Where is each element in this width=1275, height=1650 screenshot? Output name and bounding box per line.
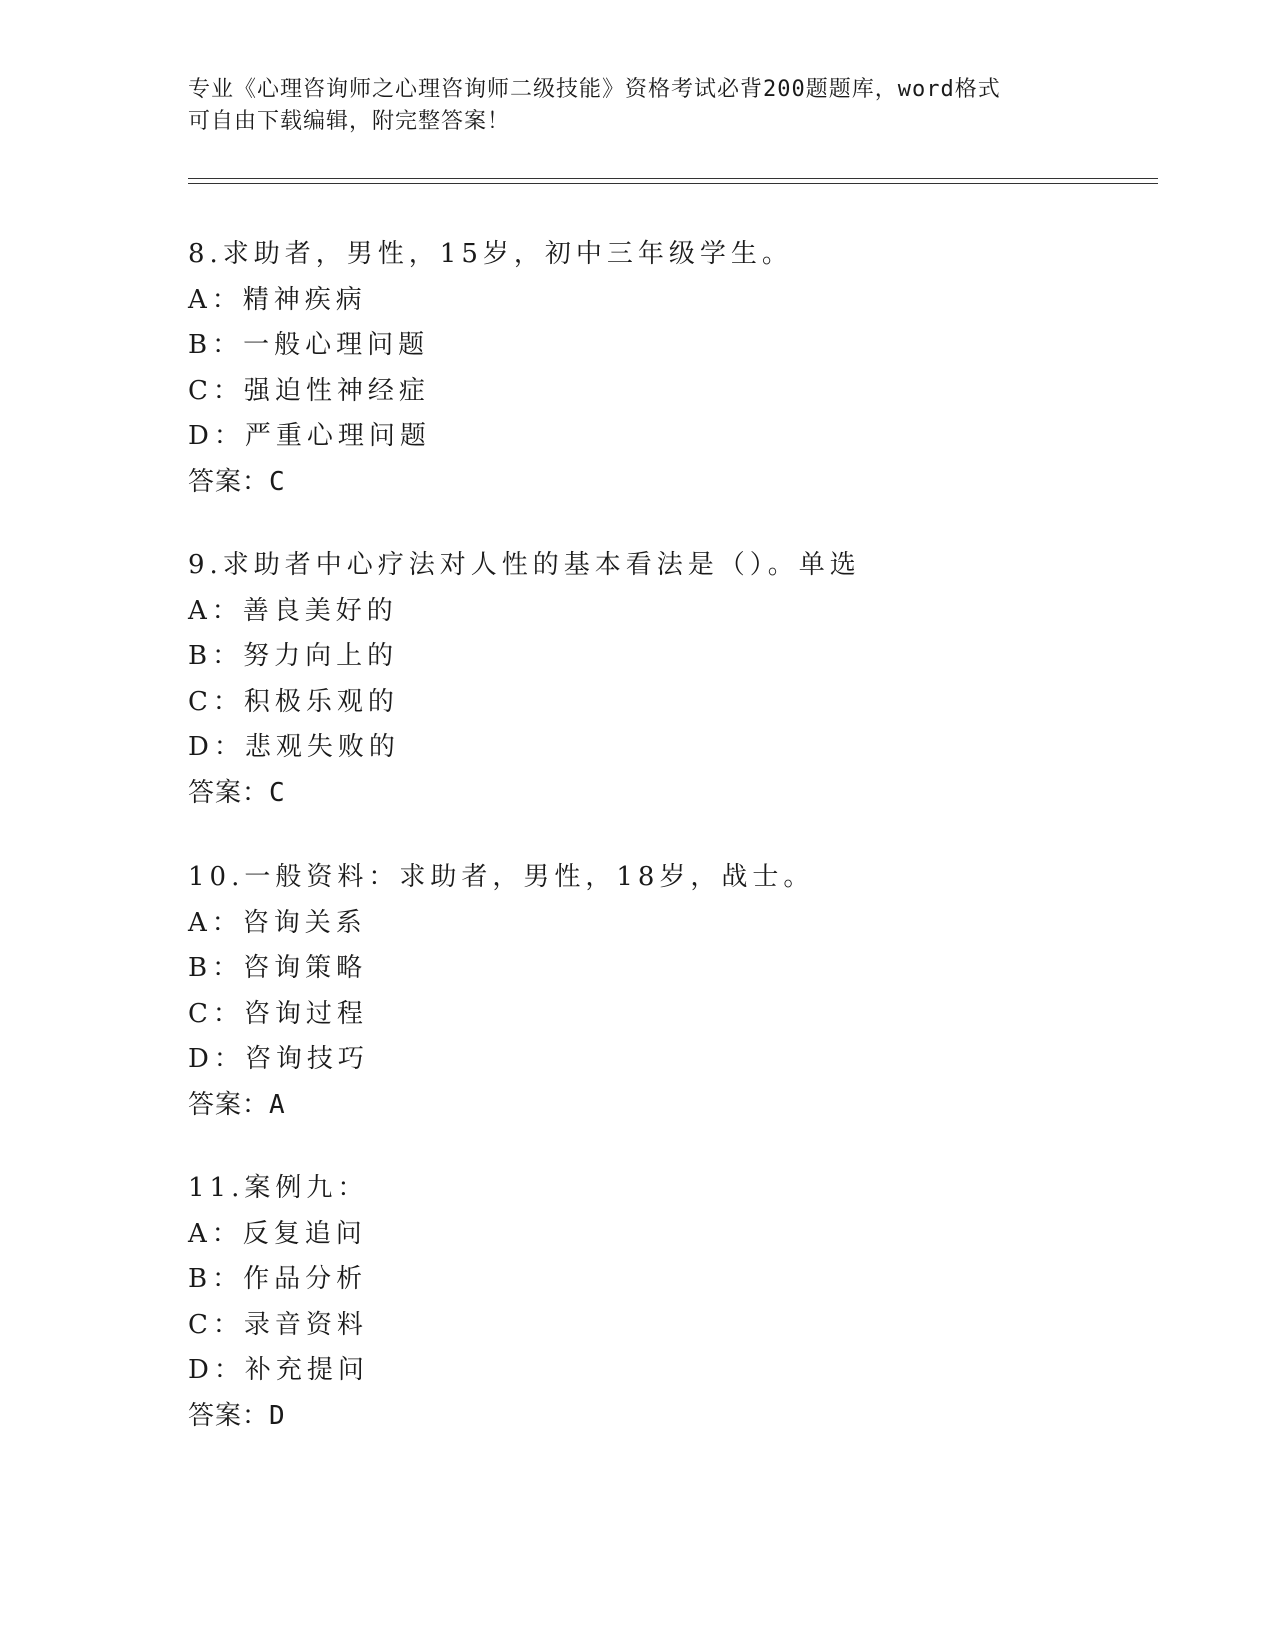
question-11 [188, 1166, 1148, 1439]
question-10 [188, 855, 1148, 1128]
option-a: A：反复追问 [188, 1218, 367, 1249]
option-b: B：努力向上的 [188, 641, 399, 671]
answer-line: 答案：D [188, 1400, 286, 1431]
document-header [188, 74, 1088, 138]
option-c: C：强迫性神经症 [188, 375, 430, 406]
option-d: D：悲观失败的 [188, 732, 400, 762]
question-stem: 10.一般资料：求助者，男性，18岁，战士。 [188, 862, 815, 892]
option-a: A：咨询关系 [188, 907, 367, 938]
question-9 [188, 543, 1148, 816]
option-d: D：严重心理问题 [188, 421, 431, 451]
question-stem: 9.求助者中心疗法对人性的基本看法是（）。单选 [188, 550, 861, 580]
header-line-1: 专业《心理咨询师之心理咨询师二级技能》资格考试必背200题题库，word格式 [188, 77, 1001, 102]
option-c: C：积极乐观的 [188, 686, 399, 717]
option-a: A：精神疾病 [188, 284, 367, 315]
option-c: C：录音资料 [188, 1309, 368, 1340]
question-8 [188, 232, 1148, 505]
option-d: D：咨询技巧 [188, 1044, 369, 1074]
option-b: B：一般心理问题 [188, 330, 430, 360]
question-stem: 11.案例九： [188, 1173, 369, 1203]
answer-line: 答案：C [188, 777, 286, 808]
question-stem: 8.求助者，男性，15岁，初中三年级学生。 [188, 239, 793, 269]
header-divider-top [188, 178, 1158, 179]
option-b: B：咨询策略 [188, 953, 368, 983]
option-a: A：善良美好的 [188, 595, 398, 626]
header-divider-bottom [188, 183, 1158, 184]
option-d: D：补充提问 [188, 1355, 369, 1385]
option-b: B：作品分析 [188, 1264, 368, 1294]
answer-line: 答案：C [188, 466, 286, 497]
header-line-2: 可自由下载编辑，附完整答案！ [188, 109, 511, 134]
option-c: C：咨询过程 [188, 998, 368, 1029]
answer-line: 答案：A [188, 1089, 286, 1120]
